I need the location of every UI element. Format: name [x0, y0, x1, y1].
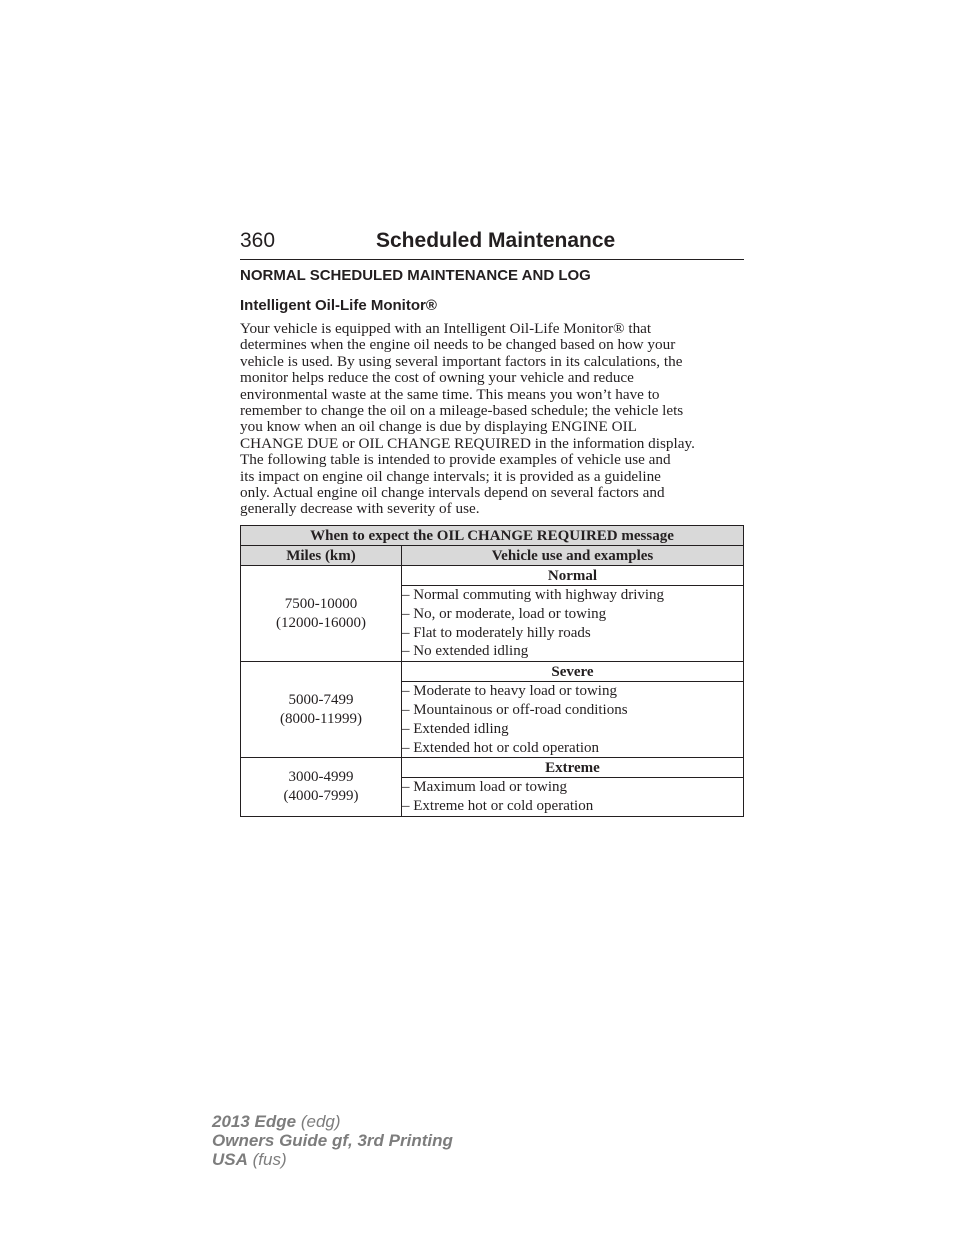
example-item: – Extended hot or cold operation: [402, 739, 600, 756]
table-row: [241, 758, 744, 778]
category-label: Severe: [402, 662, 744, 682]
examples-cell: [402, 778, 744, 817]
example-item: – Extreme hot or cold operation: [402, 798, 594, 815]
table-title-row: [241, 526, 744, 546]
miles-cell: [241, 662, 402, 758]
examples-cell: [402, 586, 744, 662]
footer-model-code: (edg): [296, 1112, 341, 1131]
column-header-use: Vehicle use and examples: [402, 546, 744, 566]
footer-guide: Owners Guide gf, 3rd Printing: [212, 1131, 453, 1150]
example-item: – Normal commuting with highway driving: [402, 587, 665, 603]
example-item: – Maximum load or towing: [402, 779, 567, 796]
miles-cell: [241, 758, 402, 817]
table-header-row: [241, 546, 744, 566]
footer-market-code: (fus): [247, 1150, 287, 1169]
body-line: you know when an oil change is due by displaying ENGINE OIL: [240, 418, 637, 436]
footer-line: [212, 1150, 453, 1169]
km-range: (8000-11999): [280, 710, 362, 727]
footer-line: [212, 1112, 453, 1131]
column-header-miles: Miles (km): [241, 546, 402, 566]
miles-cell: [241, 566, 402, 662]
example-item: – No extended idling: [402, 643, 529, 660]
chapter-title: Scheduled Maintenance: [376, 229, 616, 252]
page-number: 360: [240, 229, 276, 252]
body-line: The following table is intended to provide examples of vehicle use and: [240, 451, 671, 469]
category-label: Normal: [402, 566, 744, 586]
body-line: generally decrease with severity of use.: [240, 500, 480, 518]
body-line: CHANGE DUE or OIL CHANGE REQUIRED in the information display.: [240, 434, 695, 452]
km-range: (12000-16000): [276, 614, 366, 631]
example-item: – Moderate to heavy load or towing: [402, 683, 617, 700]
footer-market: USA: [212, 1150, 248, 1169]
page-header: [240, 229, 744, 260]
table-row: [241, 566, 744, 586]
example-item: – Mountainous or off-road conditions: [402, 701, 628, 718]
body-line: vehicle is used. By using several important factors in its calculations, the: [240, 352, 683, 370]
body-line: its impact on engine oil change intervals; it is provided as a guideline: [240, 467, 661, 485]
example-item: – Flat to moderately hilly roads: [402, 624, 591, 641]
miles-range: 3000-4999: [288, 769, 354, 786]
section-heading: NORMAL SCHEDULED MAINTENANCE AND LOG: [240, 267, 591, 284]
table-row: [241, 662, 744, 682]
miles-range: 7500-10000: [284, 595, 358, 612]
body-line: monitor helps reduce the cost of owning your vehicle and reduce: [240, 369, 634, 387]
body-line: remember to change the oil on a mileage-based schedule; the vehicle lets: [240, 402, 684, 420]
body-line: Your vehicle is equipped with an Intelligent Oil-Life Monitor® that: [240, 320, 652, 337]
table-title: When to expect the OIL CHANGE REQUIRED message: [241, 526, 744, 546]
footer-model: 2013 Edge: [212, 1112, 297, 1131]
examples-cell: [402, 682, 744, 758]
body-paragraph: [240, 321, 744, 518]
km-range: (4000-7999): [283, 788, 359, 805]
body-line: determines when the engine oil needs to be changed based on how your: [240, 336, 676, 354]
example-item: – No, or moderate, load or towing: [402, 605, 607, 622]
footer-line: [212, 1131, 453, 1150]
body-line: environmental waste at the same time. This means you won’t have to: [240, 385, 660, 403]
miles-range: 5000-7499: [288, 691, 354, 708]
oil-change-table: [240, 525, 744, 817]
body-line: only. Actual engine oil change intervals depend on several factors and: [240, 484, 665, 502]
category-label: Extreme: [402, 758, 744, 778]
page-footer: [212, 1112, 453, 1169]
example-item: – Extended idling: [402, 720, 509, 737]
subsection-heading: Intelligent Oil-Life Monitor®: [240, 297, 437, 314]
